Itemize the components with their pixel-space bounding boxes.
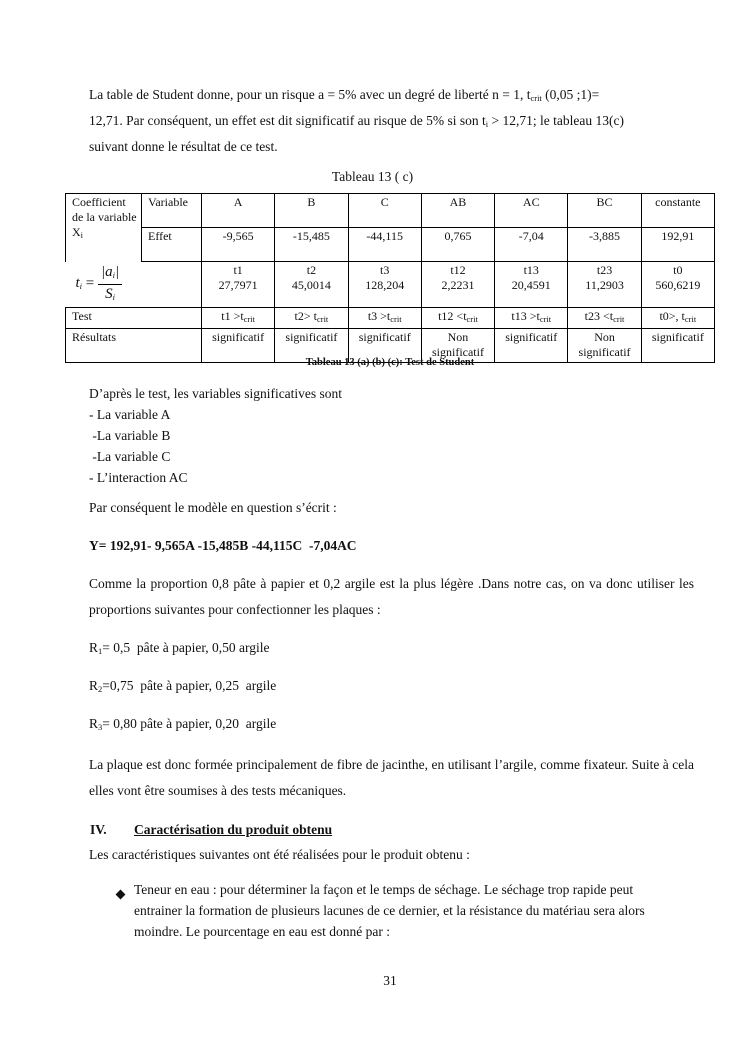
intro-line-1: La table de Student donne, pour un risque a = 5% avec un degré de liberté n = 1, $t_{crit}$ (0,05 ;1)=: [89, 87, 600, 103]
test-cell: $t2> t_{crit}$: [275, 308, 348, 329]
table-caption: Tableau 13 ( c): [331, 169, 414, 184]
intro-line-3: suivant donne le résultat de ce test.: [89, 139, 278, 154]
significant-list: [89, 383, 342, 488]
list-item: -La variable C: [89, 449, 171, 464]
t-cell: t0 560,6219: [641, 262, 714, 308]
page-number: 31: [383, 973, 397, 988]
t-cell: t1 27,7971: [202, 262, 275, 308]
effet-header: Effet: [142, 228, 202, 262]
result-cell: significatif: [202, 329, 275, 363]
proportions-paragraph: Comme la proportion 0,8 pâte à papier et 0,2 argile est la plus légère .Dans notre cas, on va donc utiliser les proportions suivantes pour confectionner les plaques :: [89, 576, 694, 617]
effet-value: -15,485: [275, 228, 348, 262]
col-variable: constante: [641, 194, 714, 228]
table-footer-caption: Tableau 13 (a) (b) (c): Test de Student: [305, 357, 475, 368]
test-cell: $t23 <t_{crit}$: [568, 308, 641, 329]
results-header: Résultats: [66, 329, 202, 363]
effet-value: 192,91: [641, 228, 714, 262]
section-heading: [90, 822, 333, 838]
t-cell: t3 128,204: [348, 262, 421, 308]
result-cell: significatif: [275, 329, 348, 363]
col-variable: BC: [568, 194, 641, 228]
test-cell: t0>, $t_{crit}$: [641, 308, 714, 329]
section-number: IV.: [90, 822, 107, 837]
effet-value: -7,04: [495, 228, 568, 262]
list-item: - La variable A: [89, 407, 171, 422]
result-cell: significatif: [348, 329, 421, 363]
t-cell: t2 45,0014: [275, 262, 348, 308]
result-cell: significatif: [641, 329, 714, 363]
effet-value: -44,115: [348, 228, 421, 262]
test-cell: $t12 <t_{crit}$: [421, 308, 494, 329]
t-formula: $t_i$ = $\frac{|a_i|}{S_i}$: [66, 262, 202, 308]
result-cell: Non significatif: [421, 329, 494, 363]
proportion-item: $R_2=0,75$ pâte à papier, 0,25 argile: [89, 678, 277, 694]
test-cell: $t13 >t_{crit}$: [495, 308, 568, 329]
result-cell: Non significatif: [568, 329, 641, 363]
effet-value: -3,885: [568, 228, 641, 262]
list-item: - L’interaction AC: [89, 470, 188, 485]
bullet-icon: [117, 886, 124, 902]
col-variable: AC: [495, 194, 568, 228]
model-intro: Par conséquent le modèle en question s’écrit :: [89, 500, 337, 515]
proportion-item: $R_3= 0,80$ pâte à papier, 0,20 argile: [89, 716, 277, 732]
variable-header: Variable: [142, 194, 202, 228]
col-variable: C: [348, 194, 421, 228]
model-equation: Y= 192,91- 9,565A -15,485B -44,115C -7,04AC: [89, 538, 357, 553]
list-item: -La variable B: [89, 428, 171, 443]
section-intro: Les caractéristiques suivantes ont été réalisées pour le produit obtenu :: [89, 847, 470, 862]
section-title: Caractérisation du produit obtenu: [134, 822, 333, 837]
t-cell: t13 20,4591: [495, 262, 568, 308]
plaque-paragraph: La plaque est donc formée principalement de fibre de jacinthe, en utilisant l’argile, comme fixateur. Suite à cela elles vont être soumises à des tests mécaniques.: [89, 757, 694, 798]
effet-value: 0,765: [421, 228, 494, 262]
col-variable: A: [202, 194, 275, 228]
bullet-text: Teneur en eau : pour déterminer la façon et le temps de séchage. Le séchage trop rapide peut entrainer la formation de plusieurs lacunes de ce dernier, et la résistance du matériau sera alors moindre. Le pourcentage en eau est donné par :: [134, 882, 645, 939]
student-test-table: [65, 193, 715, 363]
col-variable: B: [275, 194, 348, 228]
effet-value: -9,565: [202, 228, 275, 262]
proportion-item: $R_1= 0,5$ pâte à papier, 0,50 argile: [89, 640, 270, 656]
result-cell: significatif: [495, 329, 568, 363]
intro-line-2: 12,71. Par conséquent, un effet est dit significatif au risque de 5% si son $t_i > 12,71$; le tableau 13(c): [89, 113, 624, 129]
test-cell: $t1 >t_{crit}$: [202, 308, 275, 329]
test-header: Test: [66, 308, 202, 329]
test-cell: $t3 >t_{crit}$: [348, 308, 421, 329]
coefficient-header: Coefficient de la variable $X_i$: [66, 194, 142, 262]
col-variable: AB: [421, 194, 494, 228]
t-cell: t23 11,2903: [568, 262, 641, 308]
significant-intro: D’après le test, les variables significatives sont: [89, 386, 343, 401]
t-cell: t12 2,2231: [421, 262, 494, 308]
